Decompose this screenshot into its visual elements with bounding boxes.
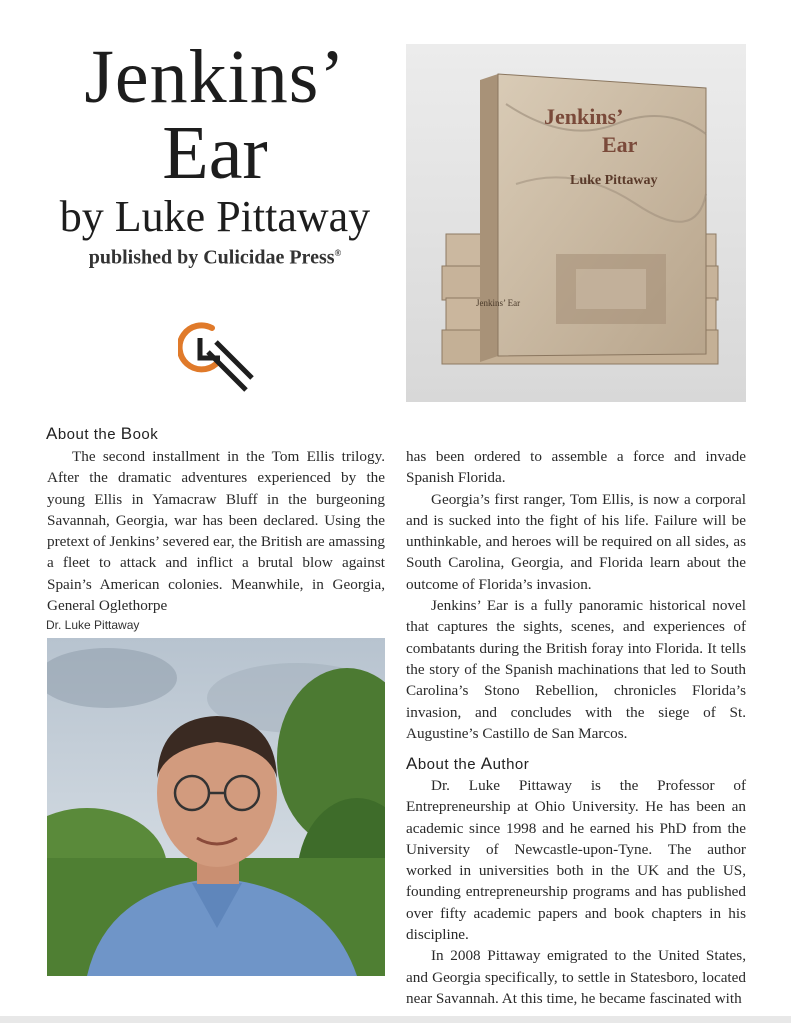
byline: by Luke Pittaway [59,192,371,241]
book-title-line1: Jenkins’ [84,35,346,119]
about-author-paragraph-1: Dr. Luke Pittaway is the Professor of Entrepreneurship at Ohio University. He has been an academic since 1998 and he earned his PhD from the University of Newcastle-upon-Tyne. The author worked in universities both in the UK and the US, founding entrepreneurship programs and has published over fifty academic papers and book chapters in his discipline. [406,777,746,944]
about-book-paragraph-3: Jenkins’ Ear is a fully panoramic historical novel that captures the sights, scenes, and experiences of combatants during the British foray into Florida. It tells the story of the Spanish machinations that led to South Carolina’s Stono Rebellion, chronicles Florida’s invasion, and concludes with the siege of St. Augustine’s Castillo de San Marcos. [406,597,746,742]
photo-caption: Dr. Luke Pittaway [46,618,140,632]
about-book-right-column [406,446,746,744]
about-book-left-column [47,446,385,616]
publisher-line [40,242,390,269]
about-author-column [406,775,746,1009]
about-book-paragraph-1-cont: has been ordered to assemble a force and invade Spanish Florida. [406,448,746,487]
about-book-paragraph-2: Georgia’s first ranger, Tom Ellis, is now a corporal and is sucked into the fight of his life. Failure will be unthinkable, and heroes will be required on all sides, as South Carolina, Georgia, and Florida learn about the outcome of Florida’s invasion. [406,490,746,593]
publisher-name: published by Culicidae Press [88,246,335,269]
author-photo [47,638,385,976]
about-book-heading: About the Book [46,424,159,443]
cover-author: Luke Pittaway [570,173,658,188]
about-author-paragraph-2: In 2008 Pittaway emigrated to the United States, and Georgia specifically, to settle in Statesboro, located near Savannah. At this time, he became fascinated with [406,947,746,1007]
cover-title-line2: Ear [602,132,638,157]
book-cover-image [406,44,746,402]
culicidae-logo-icon [178,318,258,392]
book-title-line2: Ear [162,111,268,195]
cover-title-line1: Jenkins’ [544,104,624,129]
spine-text: Jenkins’ Ear [476,298,521,308]
title-block [40,35,390,269]
about-author-heading: About the Author [406,754,530,773]
page-bottom-edge [0,1016,791,1023]
registered-mark: ® [334,248,342,258]
about-book-paragraph-1: The second installment in the Tom Ellis trilogy. After the dramatic adventures experienced by the young Ellis in Yamacraw Bluff in the burgeoning Savannah, Georgia, war has been declared. Using the pretext of Jenkins’ severed ear, the British are amassing a fleet to attack and inflict a brutal blow against Spain’s American colonies. Meanwhile, in Georgia, General Oglethorpe [47,448,385,615]
